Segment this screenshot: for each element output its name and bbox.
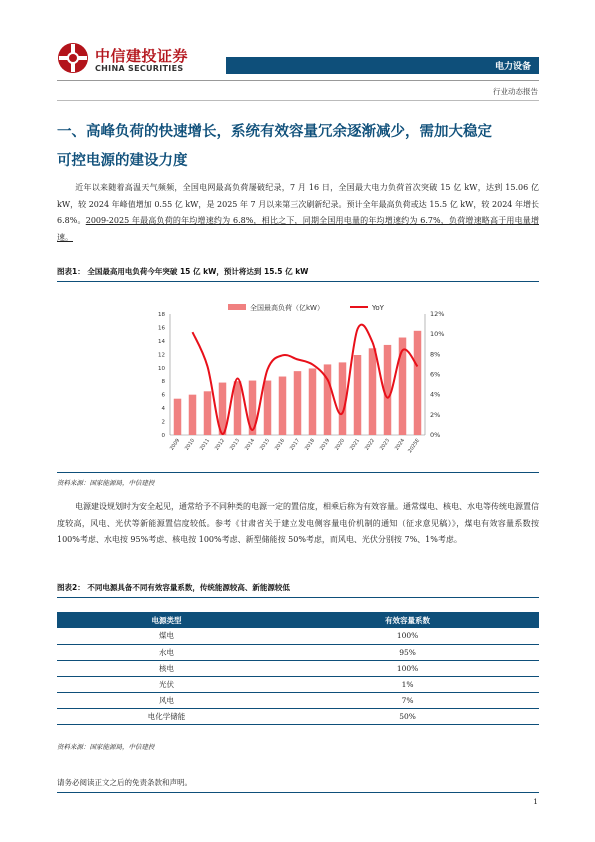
sector-banner <box>226 57 539 74</box>
section-heading-line2: 可控电源的建设力度 <box>57 153 188 169</box>
table-cell-coefficient: 100% <box>276 660 539 676</box>
y-left-tick-label: 4 <box>161 406 165 413</box>
table-row <box>57 644 539 660</box>
paragraph-1-underlined: 2009-2025 年最高负荷的年均增速约为 6.8%，相比之下，同期全国用电量的年均增速约为 6.7%，负荷增速略高于用电量增速。 <box>57 216 539 242</box>
table-cell-coefficient: 50% <box>276 708 539 724</box>
brand-name-cn: 中信建投证券 <box>95 47 189 65</box>
report-type-label: 行业动态报告 <box>493 87 538 96</box>
y-right-tick-label: 0% <box>430 431 441 439</box>
bar-peak-load <box>189 395 197 435</box>
y-right-tick-label: 4% <box>430 390 441 399</box>
y-left-tick-label: 10 <box>158 365 165 372</box>
figure-2-source: 资料来源：国家能源局，中信建投 <box>57 743 155 751</box>
table-header-type: 电源类型 <box>57 612 276 628</box>
table-cell-type: 风电 <box>57 692 276 708</box>
sector-label: 电力设备 <box>494 62 531 72</box>
bar-peak-load <box>204 391 212 435</box>
table-row <box>57 692 539 708</box>
x-tick-label: 2010 <box>183 437 197 452</box>
table-row <box>57 676 539 692</box>
body-paragraph-1 <box>57 180 539 246</box>
table-row <box>57 708 539 724</box>
bar-peak-load <box>399 338 407 435</box>
table-cell-type: 光伏 <box>57 676 276 692</box>
y-left-tick-label: 16 <box>158 325 165 332</box>
page-number: 1 <box>533 797 538 806</box>
legend-swatch-peak-load <box>228 304 246 310</box>
y-right-tick-label: 8% <box>430 350 441 359</box>
logo-emblem-icon <box>57 42 89 74</box>
table-header-row <box>57 612 539 628</box>
x-tick-label: 2012 <box>213 437 227 452</box>
figure-1-rule <box>57 281 539 282</box>
table-cell-type: 煤电 <box>57 628 276 644</box>
table-row <box>57 628 539 644</box>
x-tick-label: 2014 <box>243 437 257 452</box>
x-tick-label: 2023 <box>378 437 392 452</box>
figure-1-source: 资料来源：国家能源局，中信建投 <box>57 479 155 487</box>
y-left-tick-label: 0 <box>161 433 165 439</box>
y-right-tick-label: 2% <box>430 410 441 419</box>
figure-1-bottom-rule <box>57 472 539 473</box>
x-tick-label: 2025E <box>407 437 422 455</box>
legend-label-yoy: YoY <box>372 304 384 312</box>
bar-peak-load <box>384 345 392 435</box>
table-cell-type: 电化学储能 <box>57 708 276 724</box>
y-left-tick-label: 18 <box>158 312 165 318</box>
y-right-tick-label: 6% <box>430 370 441 379</box>
figure-2-title: 图表2： 不同电源具备不同有效容量系数，传统能源较高、新能源较低 <box>57 583 290 592</box>
figure-1-title: 图表1： 全国最高用电负荷今年突破 15 亿 kW，预计将达到 15.5 亿 kW <box>57 267 309 276</box>
x-tick-label: 2016 <box>273 437 287 452</box>
table-cell-coefficient: 100% <box>276 628 539 644</box>
table-cell-type: 水电 <box>57 644 276 660</box>
header-divider-lower <box>57 100 539 101</box>
table-row <box>57 660 539 676</box>
y-left-tick-label: 2 <box>161 419 165 426</box>
bar-peak-load <box>309 368 317 435</box>
x-tick-label: 2011 <box>198 437 212 452</box>
bar-peak-load <box>414 331 422 435</box>
x-tick-label: 2022 <box>363 437 377 452</box>
y-left-tick-label: 12 <box>158 352 165 359</box>
paragraph-1-text: 近年以来随着高温天气频频，全国电网最高负荷屡破纪录，7 月 16 日，全国最大电力负荷首次突破 15 亿 kW，达到 15.06 亿 kW，较 2024 年峰值增加 0.55 亿 kW，是 2025 年 7 月以来第三次刷新纪录。预计全年最高负荷或达 15.5 亿 kW，较 2024 年增长 6.8%。 <box>57 183 539 225</box>
section-heading-line1: 一、高峰负荷的快速增长，系统有效容量冗余逐渐减少，需加大稳定 <box>57 124 492 140</box>
header-divider <box>57 80 539 81</box>
body-paragraph-2 <box>57 499 539 549</box>
company-logo <box>57 42 207 78</box>
x-tick-label: 2020 <box>333 437 347 452</box>
bar-peak-load <box>354 355 362 435</box>
y-left-tick-label: 8 <box>161 379 165 386</box>
bar-peak-load <box>369 348 377 435</box>
bar-peak-load <box>279 377 287 435</box>
capacity-coefficient-table <box>57 612 539 725</box>
disclaimer-note: 请务必阅读正文之后的免责条款和声明。 <box>57 778 192 787</box>
figure-2-rule <box>57 597 539 598</box>
x-tick-label: 2009 <box>168 437 182 452</box>
y-right-tick-label: 10% <box>430 330 445 339</box>
brand-name-en: CHINA SECURITIES <box>95 64 184 73</box>
x-tick-label: 2021 <box>348 437 362 452</box>
y-left-tick-label: 14 <box>158 338 165 345</box>
x-tick-label: 2024 <box>393 437 407 452</box>
table-header-coefficient: 有效容量系数 <box>276 612 539 628</box>
table-cell-coefficient: 95% <box>276 644 539 660</box>
table-cell-coefficient: 7% <box>276 692 539 708</box>
x-tick-label: 2013 <box>228 437 242 452</box>
footer-divider <box>57 792 539 793</box>
y-right-tick-label: 12% <box>430 310 445 318</box>
bar-peak-load <box>294 371 302 435</box>
x-tick-label: 2018 <box>303 437 317 452</box>
x-tick-label: 2015 <box>258 437 272 452</box>
bar-peak-load <box>264 381 272 435</box>
y-left-tick-label: 6 <box>161 392 165 399</box>
bar-peak-load <box>234 381 242 435</box>
legend-label-peak-load: 全国最高负荷（亿kW） <box>250 304 324 312</box>
peak-load-chart <box>130 300 470 465</box>
table-cell-type: 核电 <box>57 660 276 676</box>
x-tick-label: 2019 <box>318 437 332 452</box>
table-cell-coefficient: 1% <box>276 676 539 692</box>
section-heading <box>57 118 547 176</box>
paragraph-2-text: 电源建设规划时为安全起见，通常给予不同种类的电源一定的置信度，相乘后称为有效容量。通常煤电、核电、水电等传统电源置信度较高，风电、光伏等新能源置信度较低。参考《甘肃省关于建立发电侧容量电价机制的通知（征求意见稿）》，煤电有效容量系数按 100%考虑、水电按 95%考虑、核电按 100%考虑、新型储能按 50%考虑，而风电、光伏分别按 7%、1%考虑。 <box>57 502 539 544</box>
x-tick-label: 2017 <box>288 437 302 452</box>
bar-peak-load <box>174 399 182 435</box>
